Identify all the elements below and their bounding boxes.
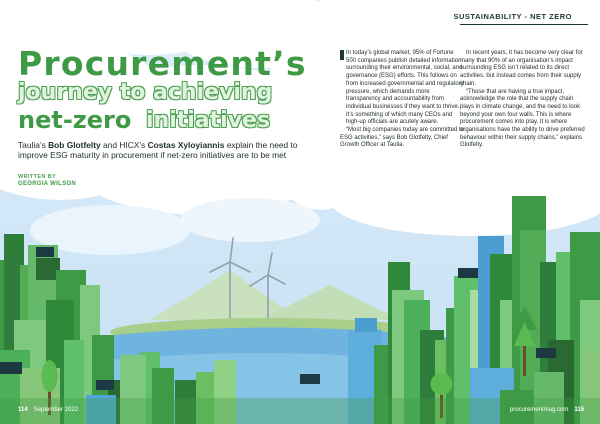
standfirst-name-2: Costas Xyloyiannis: [147, 140, 225, 150]
body-paragraph: “Most big companies today are committed to ESG activities,” says Bob Glotfelty, Chief Growth Officer at Taulia.: [340, 127, 465, 149]
headline-line-3-outline: initiatives: [146, 108, 271, 133]
site-link[interactable]: procurementmag.com: [509, 407, 569, 413]
standfirst-name-1: Bob Glotfelty: [48, 140, 101, 150]
standfirst-text: Taulia’s: [18, 140, 49, 150]
section-label: SUSTAINABILITY - NET ZERO: [453, 12, 572, 21]
page-number-left: 114: [18, 407, 28, 413]
body-column-1: [340, 50, 465, 150]
body-paragraph: In recent years, it has become very clear for many that 90% of an organisation’s impact surrounding ESG isn’t related to its direct activities, but instead comes from their supply chain.: [460, 50, 583, 87]
headline-line-2: journey to achieving: [18, 80, 273, 105]
headline-line-1: Procurement’s: [18, 44, 307, 83]
footer-right: [510, 407, 584, 413]
body-column-2: [460, 50, 585, 150]
body-paragraph: In today’s global market, 95% of Fortune 500 companies publish detailed information surrounding their environmental, social, and governance (ESG) efforts. This follows on from increased governmental and regulatory pressure, which demands more transparency and accountability from individual businesses if they want to thrive. It’s something of which many CEOs and high-up officials are acutely aware.: [346, 50, 464, 126]
byline-label: WRITTEN BY: [18, 174, 57, 180]
page-number-right: 115: [574, 407, 584, 413]
standfirst-text: and HICX’s: [100, 140, 148, 150]
headline-line-3-bold: net-zero: [18, 106, 132, 134]
body-paragraph: “Those that are having a true impact, acknowledge the role that the supply chain plays in climate change, and the need to look beyond your own four walls. This is where procurement comes into play. It is where organisations have the ability to drive preferred behaviour within their supply chains,” explains Glotfelty.: [460, 88, 585, 149]
footer-left: [18, 407, 78, 413]
section-divider: [460, 24, 588, 25]
issue-date: September 2022: [33, 407, 79, 413]
standfirst: [18, 140, 323, 160]
standfirst-text: explain the need to improve ESG maturity in procurement if net-zero initiatives are to be met: [18, 140, 298, 161]
byline-author: GEORGIA WILSON: [18, 181, 76, 187]
